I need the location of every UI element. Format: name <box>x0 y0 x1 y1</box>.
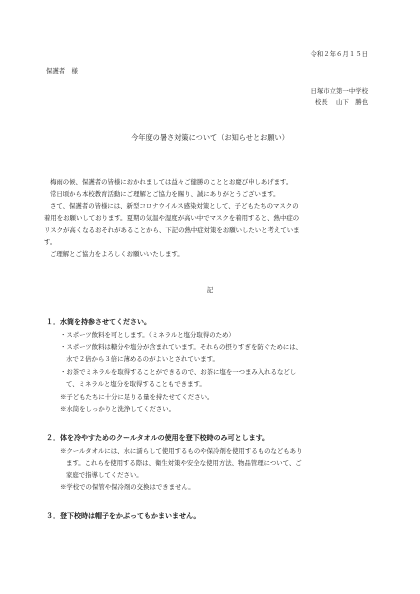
section-1-line: て、ミネラルと塩分を取得することもできます。 <box>66 380 206 388</box>
principal-name: 校長 山下 勝也 <box>314 98 368 106</box>
intro-line: ご理解とご協力をよろしくお願いいたします。 <box>50 250 184 258</box>
intro-line: リスクが高くなるおそれがあることから、下記の熱中症対策をお願いしたいと考えていま <box>44 226 300 234</box>
section-2-line: ※クールタオルには、水に濡らして使用するものや保冷剤を使用するものなどもあり <box>60 447 303 455</box>
section-2-heading: ２．体を冷やすためのクールタオルの使用を登下校時のみ可とします。 <box>46 434 270 442</box>
section-2-line: ます。これらを使用する際は、衛生対策や安全な使用方法、物品管理について、ご <box>66 459 302 467</box>
intro-line: さて、保護者の皆様には、新型コロナウイルス感染対策として、子どもたちのマスクの <box>50 202 299 210</box>
section-1-line: 水で２倍から３倍に薄めるのがよいとされています。 <box>66 355 219 363</box>
section-1-line: ※子どもたちに十分に足りる量を持たせてください。 <box>60 393 214 401</box>
intro-line: 着用をお願いしております。夏期の気温や湿度が高い中でマスクを着用すると、熱中症の <box>44 214 300 222</box>
section-1-line: ・スポーツ飲料を可とします。（ミネラルと塩分取得のため） <box>60 331 235 339</box>
addressee: 保護者 様 <box>46 67 78 75</box>
section-3-heading: ３．登下校時は帽子をかぶってもかまいません。 <box>46 512 201 520</box>
section-2-line: ※学校での保管や保冷剤の交換はできません。 <box>60 483 195 491</box>
intro-line: す。 <box>44 238 57 246</box>
section-1-line: ・お茶でミネラルを取得することができるので、お茶に塩を一つまみ入れるなどし <box>60 368 297 376</box>
ki-marker: 記 <box>206 286 214 294</box>
intro-line: 梅雨の候、保護者の皆様におかれましては益々ご健勝のこととお慶び申しあげます。 <box>50 178 293 186</box>
school-name: 日塚市立第一中学校 <box>310 87 368 95</box>
section-1-heading: １．水筒を持参させてください。 <box>46 318 151 326</box>
issue-date: 令和２年６月１５日 <box>310 50 368 58</box>
intro-line: 常日頃から本校教育活動にご理解とご協力を賜り、誠にありがとうございます。 <box>50 190 280 198</box>
section-1-line: ※水筒をしっかりと洗浄してください。 <box>60 405 176 413</box>
section-1-line: ・スポーツ飲料は糖分や塩分が含まれています。それらの摂りすぎを防ぐためには、 <box>60 343 303 351</box>
document-title: 今年度の暑さ対策について（お知らせとお願い） <box>131 133 289 142</box>
section-2-line: 家庭で指導してください。 <box>66 471 143 479</box>
